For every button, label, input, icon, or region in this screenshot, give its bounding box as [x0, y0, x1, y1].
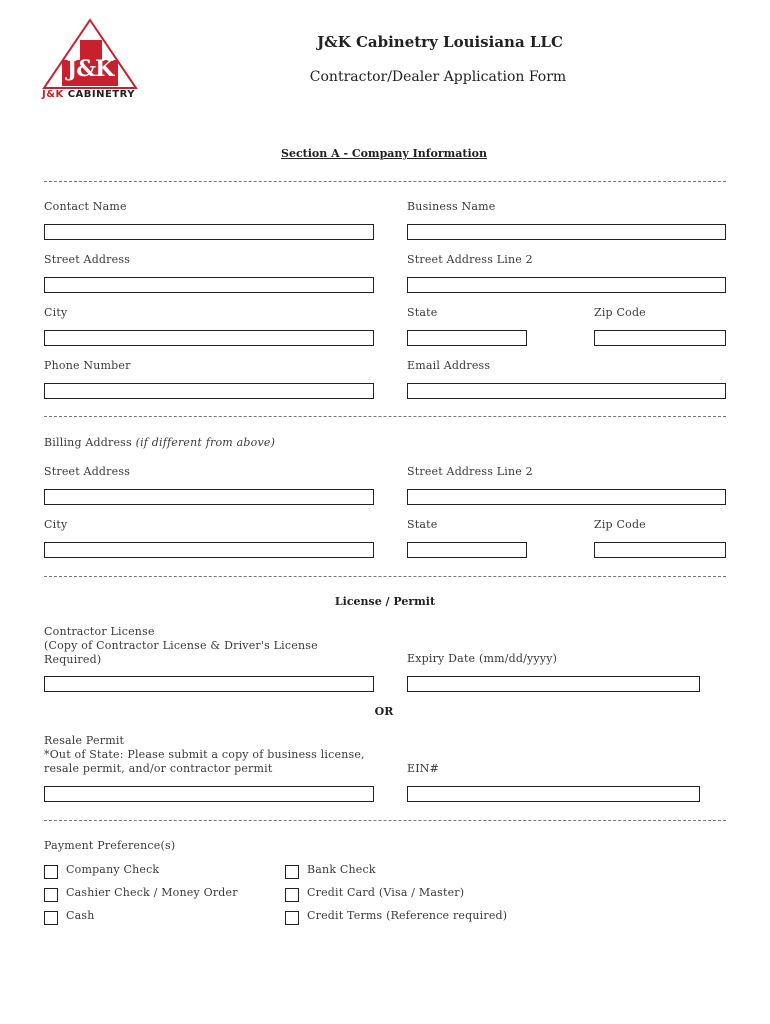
business-name-input[interactable]	[407, 224, 726, 240]
ein-input[interactable]	[407, 786, 700, 802]
cash-label: Cash	[66, 909, 95, 922]
contractor-license-line-3: Required)	[44, 653, 102, 666]
billing-street-label: Street Address	[44, 465, 131, 478]
resale-line-1: Resale Permit	[44, 734, 125, 747]
resale-permit-input[interactable]	[44, 786, 374, 802]
logo-monogram: J&K	[66, 56, 114, 82]
street-address-2-label: Street Address Line 2	[407, 253, 533, 266]
credit-card-label: Credit Card (Visa / Master)	[307, 886, 465, 899]
billing-street-2-label: Street Address Line 2	[407, 465, 533, 478]
cashier-check-checkbox[interactable]	[44, 888, 58, 902]
divider	[44, 181, 726, 182]
billing-street-input[interactable]	[44, 489, 374, 505]
billing-heading-text: Billing Address	[44, 436, 132, 449]
contractor-license-input[interactable]	[44, 676, 374, 692]
zip-input[interactable]	[594, 330, 726, 346]
billing-heading	[44, 436, 275, 449]
cashier-check-label: Cashier Check / Money Order	[66, 886, 238, 899]
payment-heading: Payment Preference(s)	[44, 839, 176, 852]
contact-name-label: Contact Name	[44, 200, 127, 213]
contact-name-input[interactable]	[44, 224, 374, 240]
street-address-input[interactable]	[44, 277, 374, 293]
phone-label: Phone Number	[44, 359, 131, 372]
billing-zip-label: Zip Code	[594, 518, 646, 531]
billing-heading-note: (if different from above)	[135, 436, 276, 449]
bank-check-checkbox[interactable]	[285, 865, 299, 879]
logo-brand: J&K	[42, 89, 64, 100]
street-address-2-input[interactable]	[407, 277, 726, 293]
divider	[44, 416, 726, 417]
credit-terms-label: Credit Terms (Reference required)	[307, 909, 508, 922]
street-address-label: Street Address	[44, 253, 131, 266]
resale-permit-label	[44, 734, 374, 776]
state-label: State	[407, 306, 438, 319]
credit-card-checkbox[interactable]	[285, 888, 299, 902]
divider	[44, 576, 726, 577]
city-input[interactable]	[44, 330, 374, 346]
divider	[44, 820, 726, 821]
credit-terms-checkbox[interactable]	[285, 911, 299, 925]
expiry-label: Expiry Date (mm/dd/yyyy)	[407, 652, 558, 665]
business-name-label: Business Name	[407, 200, 496, 213]
zip-label: Zip Code	[594, 306, 646, 319]
form-title: Contractor/Dealer Application Form	[309, 69, 567, 85]
section-a-title: Section A - Company Information	[281, 147, 487, 160]
billing-state-label: State	[407, 518, 438, 531]
billing-state-input[interactable]	[407, 542, 527, 558]
billing-street-2-input[interactable]	[407, 489, 726, 505]
or-text: OR	[374, 705, 394, 718]
logo-wordmark	[42, 89, 135, 100]
cash-checkbox[interactable]	[44, 911, 58, 925]
contractor-license-line-2: (Copy of Contractor License & Driver's License	[44, 639, 318, 652]
company-check-label: Company Check	[66, 863, 160, 876]
resale-line-3: resale permit, and/or contractor permit	[44, 762, 273, 775]
contractor-license-label	[44, 625, 364, 667]
company-name: J&K Cabinetry Louisiana LLC	[317, 33, 563, 51]
phone-input[interactable]	[44, 383, 374, 399]
license-title: License / Permit	[334, 595, 436, 608]
billing-city-label: City	[44, 518, 68, 531]
resale-line-2: *Out of State: Please submit a copy of business license,	[44, 748, 365, 761]
bank-check-label: Bank Check	[307, 863, 376, 876]
city-label: City	[44, 306, 68, 319]
email-input[interactable]	[407, 383, 726, 399]
billing-city-input[interactable]	[44, 542, 374, 558]
ein-label: EIN#	[407, 762, 440, 775]
logo-word: CABINETRY	[67, 89, 136, 100]
state-input[interactable]	[407, 330, 527, 346]
billing-zip-input[interactable]	[594, 542, 726, 558]
email-label: Email Address	[407, 359, 491, 372]
expiry-input[interactable]	[407, 676, 700, 692]
company-logo	[40, 18, 140, 102]
company-check-checkbox[interactable]	[44, 865, 58, 879]
contractor-license-line-1: Contractor License	[44, 625, 155, 638]
